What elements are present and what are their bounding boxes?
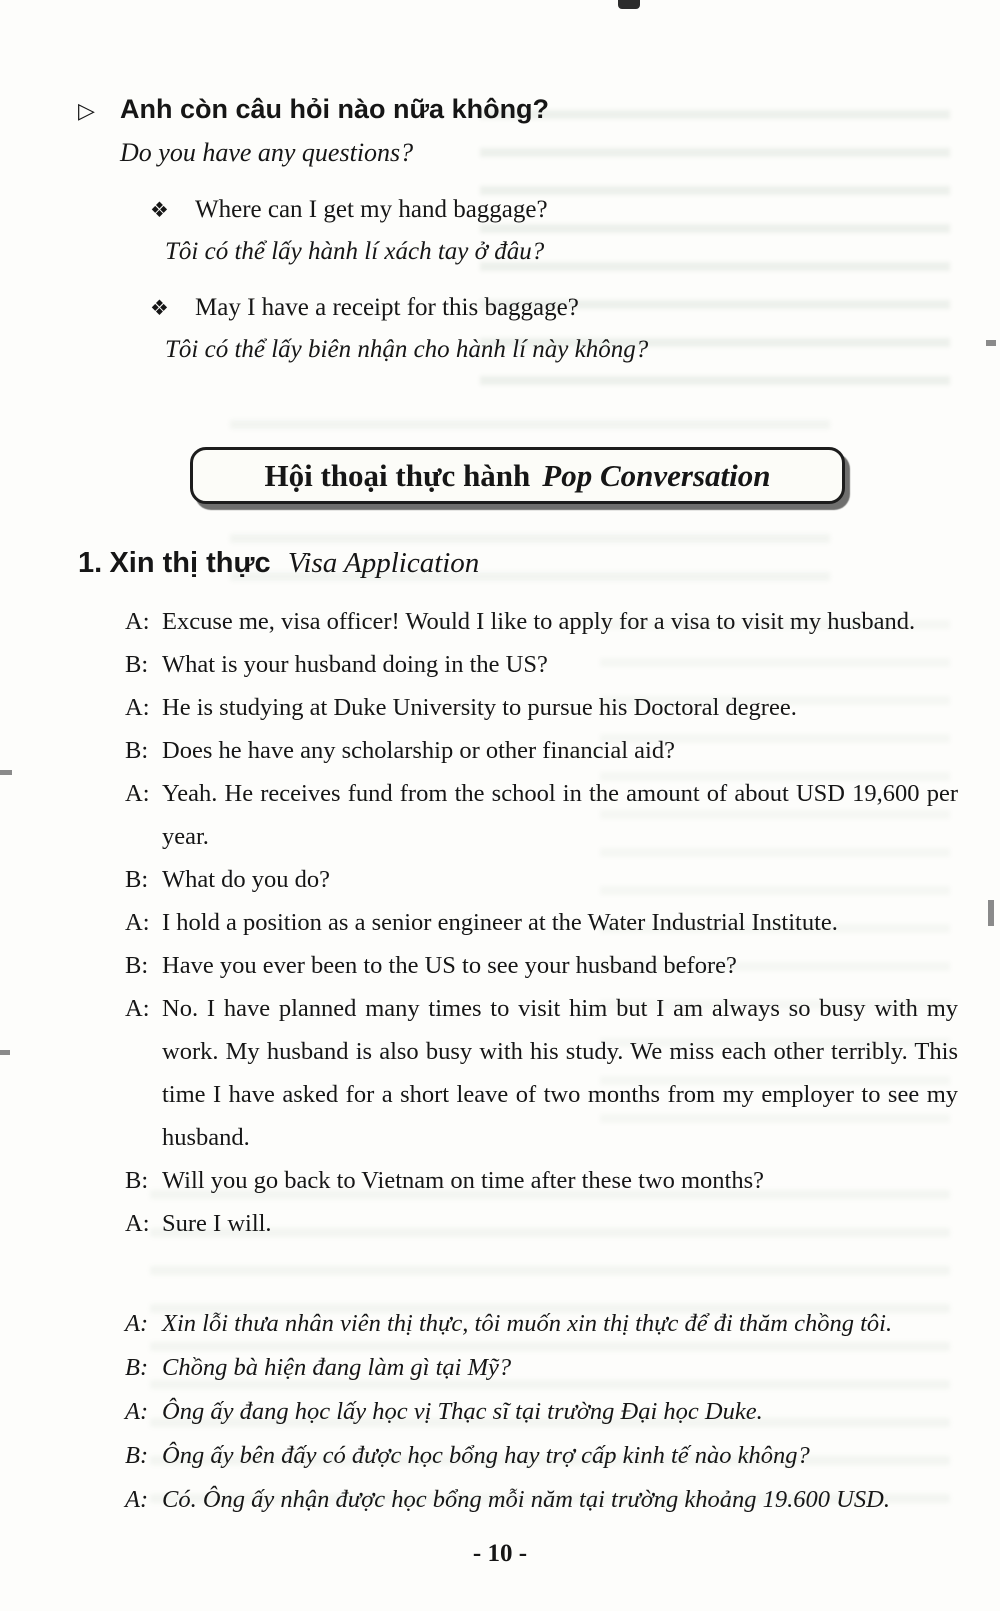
dialogue-text: What do you do? xyxy=(162,866,331,893)
speaker-label: A: xyxy=(125,909,150,936)
dialogue-line-a xyxy=(125,987,958,1159)
dialogue-line-b xyxy=(125,944,958,987)
phrase-item xyxy=(78,294,962,364)
dialogue-text: Có. Ông ấy nhận được học bổng mỗi năm tại trường khoảng 19.600 USD. xyxy=(162,1486,890,1513)
dialogue-line-a xyxy=(125,901,958,944)
dialogue-english xyxy=(125,600,958,1245)
speaker-label: A: xyxy=(125,608,150,635)
lesson-title-english: Visa Application xyxy=(287,547,480,579)
phrase-item-vietnamese: Tôi có thể lấy hành lí xách tay ở đâu? xyxy=(165,238,545,265)
scan-artifact xyxy=(0,1050,10,1055)
dialogue-line-a xyxy=(125,600,958,643)
speaker-label: A: xyxy=(125,1310,149,1337)
dialogue-text: Have you ever been to the US to see your husband before? xyxy=(162,952,737,979)
speaker-label: A: xyxy=(125,694,150,721)
dialogue-line-a xyxy=(125,772,958,858)
lesson-heading xyxy=(78,547,479,580)
speaker-label: A: xyxy=(125,1398,149,1425)
speaker-label: B: xyxy=(125,1354,149,1381)
dialogue-text: Excuse me, visa officer! Would I like to apply for a visa to visit my husband. xyxy=(162,608,916,635)
speaker-label: A: xyxy=(125,1210,150,1237)
phrase-main-vi-text: Anh còn câu hỏi nào nữa không? xyxy=(120,94,550,124)
phrase-item-en-text: May I have a receipt for this baggage? xyxy=(195,294,579,321)
scan-artifact xyxy=(986,340,996,346)
phrase-item-en-text: Where can I get my hand baggage? xyxy=(195,196,548,223)
dialogue-text: Does he have any scholarship or other financial aid? xyxy=(162,737,675,764)
dialogue-text: No. I have planned many times to visit him but I am always so busy with my work. My husband is also busy with his study. We miss each other terribly. This time I have asked for a short leave of two months from my employer to see my husband. xyxy=(162,995,958,1151)
dialogue-text: Sure I will. xyxy=(162,1210,272,1237)
speaker-label: A: xyxy=(125,995,150,1022)
diamond-bullet-icon: ❖ xyxy=(150,296,169,320)
dialogue-line-b xyxy=(125,1346,958,1390)
speaker-label: B: xyxy=(125,1167,149,1194)
phrase-main-english: Do you have any questions? xyxy=(120,138,414,167)
speaker-label: B: xyxy=(125,952,149,979)
scan-artifact xyxy=(618,0,640,9)
speaker-label: A: xyxy=(125,780,150,807)
triangle-bullet-icon: ▷ xyxy=(78,98,95,123)
dialogue-text: I hold a position as a senior engineer at the Water Industrial Institute. xyxy=(162,909,838,936)
phrase-item-english xyxy=(78,294,962,322)
dialogue-text: Yeah. He receives fund from the school in the amount of about USD 19,600 per year. xyxy=(162,780,958,850)
dialogue-text: He is studying at Duke University to pursue his Doctoral degree. xyxy=(162,694,797,721)
dialogue-line-b xyxy=(125,643,958,686)
speaker-label: B: xyxy=(125,737,149,764)
dialogue-text: Ông ấy bên đấy có được học bổng hay trợ cấp kinh tế nào không? xyxy=(162,1442,810,1469)
dialogue-text: Xin lỗi thưa nhân viên thị thực, tôi muốn xin thị thực để đi thăm chồng tôi. xyxy=(162,1310,893,1337)
phrase-block xyxy=(78,92,962,364)
speaker-label: B: xyxy=(125,651,149,678)
phrase-item xyxy=(78,196,962,266)
dialogue-line-b xyxy=(125,858,958,901)
dialogue-line-a xyxy=(125,1390,958,1434)
dialogue-line-a xyxy=(125,1202,958,1245)
speaker-label: A: xyxy=(125,1486,149,1513)
phrase-item-vietnamese: Tôi có thể lấy biên nhận cho hành lí này không? xyxy=(165,336,649,363)
lesson-number: 1. xyxy=(78,547,103,579)
section-banner xyxy=(190,447,845,504)
dialogue-line-b xyxy=(125,729,958,772)
phrase-item-english xyxy=(78,196,962,224)
scan-artifact xyxy=(0,770,12,775)
banner-title-vietnamese: Hội thoại thực hành xyxy=(264,457,531,493)
dialogue-line-a xyxy=(125,1302,958,1346)
dialogue-text: Will you go back to Vietnam on time after these two months? xyxy=(162,1167,764,1194)
dialogue-text: Chồng bà hiện đang làm gì tại Mỹ? xyxy=(162,1354,512,1381)
speaker-label: B: xyxy=(125,1442,149,1469)
phrase-main-vietnamese xyxy=(78,92,962,128)
scan-artifact xyxy=(988,900,994,926)
dialogue-vietnamese xyxy=(125,1302,958,1522)
dialogue-line-b xyxy=(125,1434,958,1478)
dialogue-line-b xyxy=(125,1159,958,1202)
dialogue-text: Ông ấy đang học lấy học vị Thạc sĩ tại trường Đại học Duke. xyxy=(162,1398,763,1425)
dialogue-line-a xyxy=(125,686,958,729)
banner-title-english: Pop Conversation xyxy=(542,457,771,493)
speaker-label: B: xyxy=(125,866,149,893)
lesson-title-vietnamese: Xin thị thực xyxy=(109,547,271,579)
dialogue-line-a xyxy=(125,1478,958,1522)
page-number: - 10 - xyxy=(472,1540,528,1567)
diamond-bullet-icon: ❖ xyxy=(150,198,169,222)
dialogue-text: What is your husband doing in the US? xyxy=(162,651,548,678)
